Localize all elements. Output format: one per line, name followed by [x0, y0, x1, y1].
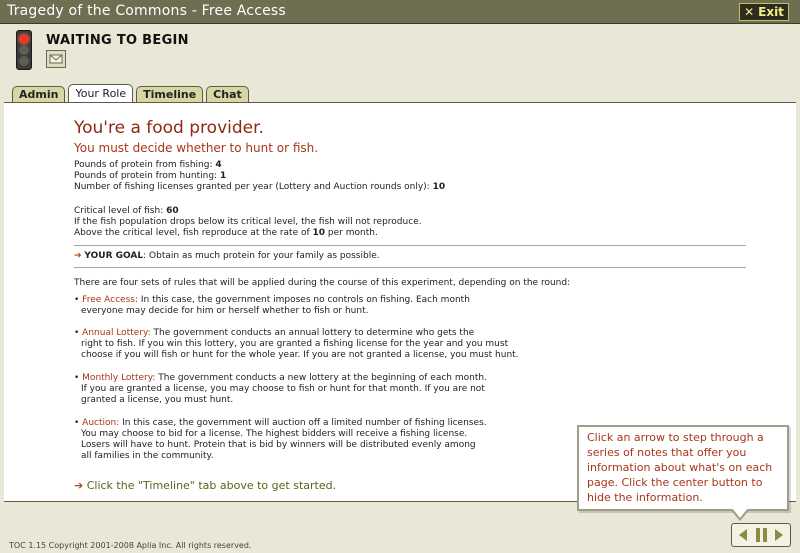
tab-timeline[interactable]: Timeline: [136, 86, 203, 102]
goal-line: ➔ YOUR GOAL: Obtain as much protein for your family as possible.: [74, 251, 380, 261]
fact-fishing: Pounds of protein from fishing: 4: [74, 160, 222, 170]
status-text: WAITING TO BEGIN: [46, 33, 189, 48]
role-heading: You're a food provider.: [74, 118, 264, 138]
protein-facts: [74, 160, 445, 193]
rules-intro: There are four sets of rules that will be applied during the course of this experiment, depending on the round:: [74, 278, 571, 288]
window-title: Tragedy of the Commons - Free Access: [7, 3, 286, 19]
close-icon: ✕: [744, 5, 755, 19]
status-area: [0, 24, 800, 86]
rule-free-access: • Free Access: In this case, the government imposes no controls on fishing. Each month everyone may decide for him or herself whether to fish or hunt.: [74, 295, 470, 316]
arrow-left-icon: [737, 528, 749, 542]
traffic-light-icon: [16, 30, 32, 70]
exit-button[interactable]: [739, 3, 789, 21]
mail-icon[interactable]: [46, 50, 66, 68]
divider-bottom: [74, 267, 746, 268]
pause-bar-icon: [763, 528, 767, 542]
arrow-icon: ➔: [74, 251, 82, 261]
role-subheading: You must decide whether to hunt or fish.: [74, 141, 319, 155]
critical-level: Critical level of fish: 60: [74, 206, 179, 216]
hint-box: Click an arrow to step through a series of notes that offer you information about what's on each page. Click the center button to hide the information.: [577, 425, 789, 511]
rule-annual-lottery: • Annual Lottery: The government conducts an annual lottery to determine who gets the right to fish. If you win this lottery, you are granted a fishing license for the year and you must choose if you will fish or hunt for the whole year. If you are not granted a license, you must hunt.: [74, 328, 519, 360]
arrow-right-icon: [773, 528, 785, 542]
rule-monthly-lottery: • Monthly Lottery: The government conducts a new lottery at the beginning of each month. If you are granted a license, you may choose to fish or hunt for that month. If you are not granted a license, you must hunt.: [74, 373, 487, 405]
pause-bar-icon: [756, 528, 760, 542]
hide-notes-button[interactable]: [752, 527, 770, 543]
tab-your-role[interactable]: Your Role: [68, 84, 133, 102]
critical-note-2: Above the critical level, fish reproduce at the rate of 10 per month.: [74, 228, 378, 238]
fact-licenses: Number of fishing licenses granted per year (Lottery and Auction rounds only): 10: [74, 182, 446, 192]
exit-label: Exit: [758, 5, 784, 19]
hint-tail-inner: [732, 508, 748, 518]
tab-admin[interactable]: Admin: [12, 86, 65, 102]
arrow-icon: ➔: [74, 479, 84, 492]
rule-auction: • Auction: In this case, the government will auction off a limited number of fishing licenses. You may choose to bid for a license. The highest bidders will receive a fishing license. Losers will have to hunt. Protein that is bid by winners will be distributed evenly among all families in the community.: [74, 418, 487, 461]
previous-note-button[interactable]: [736, 527, 750, 543]
fact-hunting: Pounds of protein from hunting: 1: [74, 171, 227, 181]
timeline-cta: ➔ Click the "Timeline" tab above to get started.: [74, 479, 337, 492]
critical-note-1: If the fish population drops below its critical level, the fish will not reproduce.: [74, 217, 422, 227]
tab-bar: [12, 86, 249, 102]
next-note-button[interactable]: [772, 527, 786, 543]
tab-chat[interactable]: Chat: [206, 86, 249, 102]
red-light: [19, 34, 29, 44]
divider-top: [74, 245, 746, 246]
copyright-footer: TOC 1.15 Copyright 2001-2008 Aplia Inc. All rights reserved.: [9, 541, 252, 550]
hint-navigator: [731, 523, 791, 547]
yellow-light: [19, 45, 29, 55]
title-bar: [0, 0, 800, 24]
critical-facts: [74, 206, 422, 239]
green-light: [19, 56, 29, 66]
